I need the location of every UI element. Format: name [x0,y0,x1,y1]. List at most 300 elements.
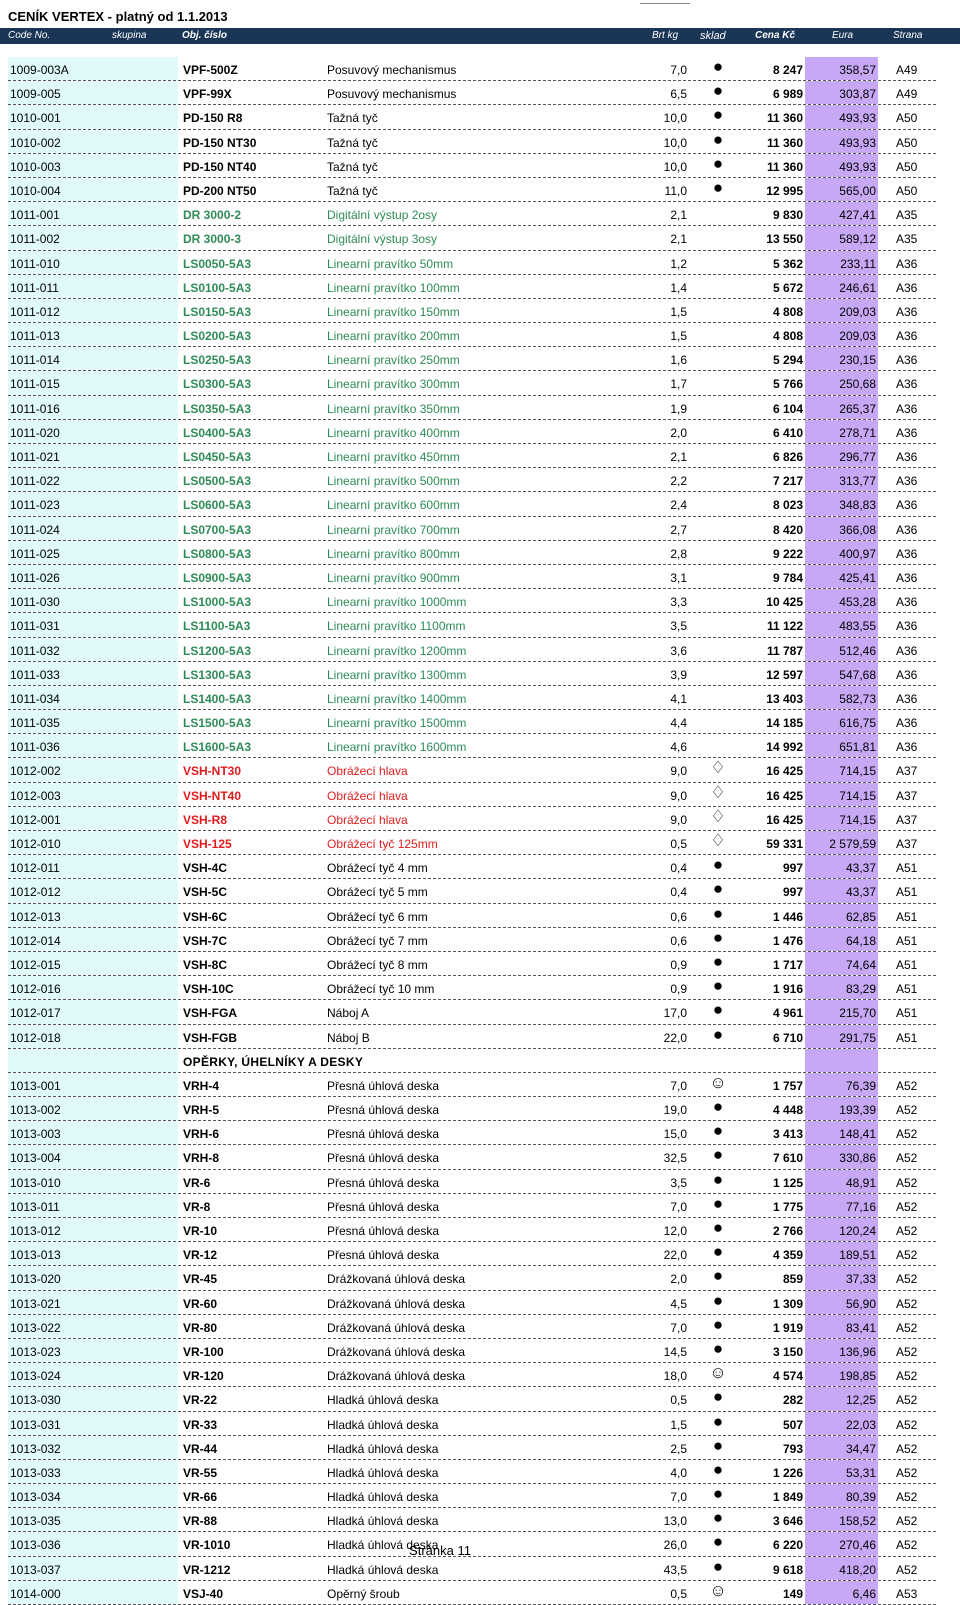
description-cell: Hladká úhlová deska [327,1441,439,1456]
price-czk-cell: 1 916 [772,982,803,997]
weight-cell: 2,1 [670,450,687,464]
code-cell: 1012-017 [10,1006,61,1021]
obj-number-cell: VRH-4 [183,1078,220,1093]
description-cell: Tažná tyč [327,159,378,174]
price-eur-cell: 400,97 [839,546,876,561]
weight-cell: 9,0 [670,764,687,779]
weight-cell: 1,5 [670,1417,687,1432]
obj-number-cell: LS0800-5A3 [183,546,252,561]
stock-dot-icon: ● [712,879,724,899]
weight-cell: 3,6 [670,643,687,658]
code-cell: 1011-035 [10,716,60,731]
code-cell: 1011-031 [10,619,60,634]
price-eur-cell: 714,15 [839,788,876,803]
col-header-stock: sklad [700,30,726,42]
code-cell: 1012-001 [10,812,61,827]
code-cell: 1012-014 [10,933,61,948]
table-row [8,1121,936,1145]
obj-number-cell: VR-1212 [183,1562,231,1577]
description-cell: Opěrný šroub [327,1586,400,1601]
code-cell: 1013-020 [10,1272,61,1287]
description-cell: Linearní pravítko 150mm [327,304,460,319]
table-row [8,396,936,420]
obj-number-cell: PD-150 NT40 [183,159,257,174]
price-czk-cell: 3 646 [772,1514,803,1529]
catalog-page-cell: A36 [896,280,918,295]
table-row [8,1194,936,1218]
code-cell: 1009-003A [10,63,69,77]
catalog-page-cell: A52 [896,1320,918,1335]
description-cell: Hladká úhlová deska [327,1538,439,1553]
weight-cell: 3,1 [670,570,687,585]
obj-number-cell: VSH-R8 [183,812,228,827]
stock-dot-icon: ● [712,1435,724,1455]
price-czk-cell: 6 989 [772,87,803,102]
stock-dot-icon: ● [712,1145,724,1165]
obj-number-cell: VSH-NT40 [183,788,242,803]
stock-dot-icon: ● [712,951,724,971]
description-cell: Linearní pravítko 700mm [327,522,460,537]
weight-cell: 3,9 [670,667,687,682]
table-row [8,178,936,202]
description-cell: Posuvový mechanismus [327,63,457,77]
weight-cell: 0,5 [670,1393,687,1408]
code-cell: 1013-034 [10,1490,61,1505]
price-eur-cell: 250,68 [839,377,876,392]
col-header-group: skupina [112,30,147,41]
code-cell: 1012-010 [10,837,61,851]
description-cell: Linearní pravítko 450mm [327,450,460,464]
catalog-page-cell: A36 [896,377,918,392]
price-eur-cell: 313,77 [839,474,876,489]
price-eur-cell: 547,68 [839,667,876,682]
obj-number-cell: LS1100-5A3 [183,619,251,634]
obj-number-cell: LS1300-5A3 [183,667,252,682]
description-cell: Obrážecí hlava [327,764,408,779]
page-title: CENÍK VERTEX - platný od 1.1.2013 [8,9,228,24]
description-cell: Linearní pravítko 1500mm [327,716,467,731]
price-eur-cell: 330,86 [839,1151,876,1166]
catalog-page-cell: A36 [896,595,918,610]
table-row [8,154,936,178]
table-row [8,855,936,879]
price-eur-cell: 64,18 [845,933,876,948]
obj-number-cell: VR-1010 [183,1538,231,1553]
description-cell: Náboj B [327,1030,370,1045]
price-czk-cell: 6 710 [772,1030,803,1045]
obj-number-cell: VR-6 [183,1175,211,1190]
code-cell: 1013-022 [10,1320,61,1335]
weight-cell: 4,6 [670,740,687,755]
table-row [8,1315,936,1339]
code-cell: 1011-020 [10,425,60,440]
obj-number-cell: LS1500-5A3 [183,716,252,731]
catalog-page-cell: A36 [896,619,918,634]
obj-number-cell: VR-120 [183,1369,224,1384]
weight-cell: 3,5 [670,1175,687,1190]
price-eur-cell: 233,11 [840,256,876,271]
obj-number-cell: LS0100-5A3 [183,280,252,295]
price-eur-cell: 714,15 [839,764,876,779]
obj-number-cell: LS0500-5A3 [183,474,252,489]
table-row [8,468,936,492]
catalog-page-cell: A52 [896,1199,918,1214]
catalog-page-cell: A52 [896,1151,918,1166]
description-cell: Obrážecí tyč 125mm [327,837,438,851]
code-cell: 1013-013 [10,1248,61,1263]
table-row [8,662,936,686]
weight-cell: 14,5 [663,1344,687,1359]
table-row [8,202,936,226]
table-row [8,57,936,81]
weight-cell: 18,0 [663,1369,687,1384]
price-eur-cell: 348,83 [839,498,876,513]
catalog-page-cell: A51 [896,933,918,948]
table-row [8,638,936,662]
weight-cell: 2,0 [670,1272,687,1287]
table-row [8,1291,936,1315]
stock-dot-icon: ● [712,81,724,101]
col-header-code: Code No. [8,30,51,41]
description-cell: Přesná úhlová deska [327,1199,440,1214]
weight-cell: 22,0 [663,1030,687,1045]
price-czk-cell: 8 023 [772,498,803,513]
catalog-page-cell: A52 [896,1562,918,1577]
catalog-page-cell: A52 [896,1078,918,1093]
table-row [8,1581,936,1605]
catalog-page-cell: A51 [896,1030,918,1045]
stock-dot-icon: ● [712,1290,724,1310]
description-cell: Přesná úhlová deska [327,1224,440,1238]
table-row [8,1145,936,1169]
price-czk-cell: 9 784 [772,570,803,585]
price-czk-cell: 1 717 [772,957,803,972]
price-czk-cell: 4 808 [772,304,803,319]
code-cell: 1011-030 [10,595,60,610]
weight-cell: 2,1 [670,232,687,247]
price-czk-cell: 1 919 [772,1320,803,1335]
description-cell: Obrážecí tyč 6 mm [327,909,428,924]
price-czk-cell: 16 425 [766,764,803,779]
weight-cell: 2,4 [670,498,687,513]
obj-number-cell: VSH-125 [183,837,232,851]
table-row [8,1460,936,1484]
weight-cell: 0,5 [670,1586,687,1601]
weight-cell: 3,3 [670,595,687,610]
price-eur-cell: 209,03 [839,304,876,319]
stock-dot-icon: ● [712,1193,724,1213]
obj-number-cell: VR-55 [183,1465,218,1480]
weight-cell: 4,5 [670,1296,687,1311]
weight-cell: 1,9 [670,401,687,416]
code-cell: 1013-033 [10,1465,61,1480]
weight-cell: 7,0 [670,63,687,77]
description-cell: Posuvový mechanismus [327,87,457,102]
obj-number-cell: OPĚRKY, ÚHELNÍKY A DESKY [183,1054,364,1069]
code-cell: 1011-016 [10,401,60,416]
code-cell: 1010-004 [10,183,61,198]
catalog-page-cell: A51 [896,1006,918,1021]
price-eur-cell: 246,61 [839,280,876,295]
code-cell: 1012-018 [10,1030,61,1045]
table-row [8,1242,936,1266]
price-czk-cell: 1 849 [772,1490,803,1505]
weight-cell: 13,0 [663,1514,687,1529]
price-eur-cell: 2 579,59 [829,837,876,851]
table-row [8,251,936,275]
price-czk-cell: 16 425 [766,788,803,803]
weight-cell: 11,0 [664,183,687,198]
price-eur-cell: 34,47 [845,1441,876,1456]
price-czk-cell: 5 672 [772,280,803,295]
code-cell: 1013-003 [10,1127,61,1142]
description-cell: Linearní pravítko 350mm [327,401,460,416]
obj-number-cell: VSH-FGB [183,1030,237,1045]
price-eur-cell: 483,55 [839,619,876,634]
code-cell: 1013-012 [10,1224,61,1238]
stock-diamond-icon: ♢ [710,806,726,826]
price-eur-cell: 512,46 [839,643,876,658]
code-cell: 1010-003 [10,159,61,174]
obj-number-cell: PD-150 R8 [183,111,243,126]
obj-number-cell: LS0450-5A3 [183,450,252,464]
price-eur-cell: 291,75 [839,1030,876,1045]
price-czk-cell: 1 226 [772,1465,803,1480]
stock-dot-icon: ● [712,1314,724,1334]
table-row [8,1412,936,1436]
obj-number-cell: VR-100 [183,1344,224,1359]
price-czk-cell: 13 550 [766,232,803,247]
description-cell: Digitální výstup 3osy [327,232,438,247]
price-czk-cell: 1 446 [772,909,803,924]
catalog-page-cell: A52 [896,1296,918,1311]
weight-cell: 0,9 [670,982,687,997]
price-czk-cell: 9 222 [772,546,803,561]
catalog-page-cell: A51 [896,957,918,972]
catalog-page-cell: A50 [896,183,918,198]
price-czk-cell: 12 597 [766,667,803,682]
obj-number-cell: VRH-8 [183,1151,220,1166]
table-row [8,783,936,807]
code-cell: 1011-014 [10,353,60,368]
code-cell: 1010-001 [10,111,61,126]
weight-cell: 1,2 [670,256,687,271]
obj-number-cell: VSH-5C [183,885,228,900]
table-row [8,299,936,323]
price-czk-cell: 793 [782,1441,803,1456]
catalog-page-cell: A51 [896,982,918,997]
obj-number-cell: VR-8 [183,1199,211,1214]
table-row [8,928,936,952]
catalog-page-cell: A49 [896,63,918,77]
col-header-price-eur: Eura [832,30,854,41]
obj-number-cell: VR-12 [183,1248,218,1263]
table-row [8,1073,936,1097]
description-cell: Přesná úhlová deska [327,1175,440,1190]
weight-cell: 1,4 [670,280,687,295]
price-czk-cell: 16 425 [766,812,803,827]
description-cell: Linearní pravítko 200mm [327,329,460,344]
obj-number-cell: VR-80 [183,1320,218,1335]
table-row [8,444,936,468]
price-eur-cell: 493,93 [839,135,876,150]
price-czk-cell: 2 766 [772,1224,803,1238]
table-row [8,1508,936,1532]
obj-number-cell: VSJ-40 [183,1586,224,1601]
table-row [8,734,936,758]
price-eur-cell: 77,16 [845,1199,876,1214]
price-eur-cell: 22,03 [845,1417,876,1432]
description-cell: Drážkovaná úhlová deska [327,1272,466,1287]
table-row [8,347,936,371]
code-cell: 1011-036 [10,740,60,755]
obj-number-cell: VPF-99X [183,87,232,102]
obj-number-cell: VR-44 [183,1441,218,1456]
code-cell: 1013-031 [10,1417,61,1432]
price-czk-cell: 11 360 [766,135,803,150]
description-cell: Linearní pravítko 250mm [327,353,460,368]
price-czk-cell: 997 [782,861,803,876]
table-row [8,517,936,541]
weight-cell: 9,0 [670,812,687,827]
obj-number-cell: LS0900-5A3 [183,570,252,585]
price-czk-cell: 8 420 [772,522,803,537]
table-row [8,831,936,855]
obj-number-cell: VSH-6C [183,909,228,924]
obj-number-cell: VSH-NT30 [183,764,242,779]
price-eur-cell: 53,31 [845,1465,876,1480]
description-cell: Přesná úhlová deska [327,1103,440,1118]
weight-cell: 2,5 [670,1441,687,1456]
table-row [8,904,936,928]
description-cell: Přesná úhlová deska [327,1151,440,1166]
stock-dot-icon: ● [712,976,724,996]
weight-cell: 22,0 [663,1248,687,1263]
code-cell: 1013-037 [10,1562,61,1577]
catalog-page-cell: A36 [896,256,918,271]
obj-number-cell: DR 3000-3 [183,232,242,247]
price-czk-cell: 11 122 [766,619,803,634]
obj-number-cell: DR 3000-2 [183,208,242,223]
description-cell: Obrážecí tyč 5 mm [327,885,428,900]
code-cell: 1013-004 [10,1151,61,1166]
weight-cell: 7,0 [670,1078,687,1093]
price-eur-cell: 74,64 [845,957,876,972]
catalog-page-cell: A52 [896,1272,918,1287]
code-cell: 1013-023 [10,1344,61,1359]
price-eur-cell: 714,15 [839,812,876,827]
price-eur-cell: 303,87 [839,87,876,102]
price-czk-cell: 507 [782,1417,803,1432]
description-cell: Linearní pravítko 1300mm [327,667,467,682]
table-row [8,976,936,1000]
obj-number-cell: LS0150-5A3 [183,304,252,319]
price-czk-cell: 4 961 [772,1006,803,1021]
catalog-page-cell: A36 [896,353,918,368]
stock-diamond-icon: ♢ [710,782,726,802]
obj-number-cell: LS0700-5A3 [183,522,252,537]
code-cell: 1011-001 [10,208,60,223]
code-cell: 1011-011 [10,280,59,295]
stock-dot-icon: ● [712,1387,724,1407]
weight-cell: 7,0 [670,1199,687,1214]
stock-dot-icon: ● [712,105,724,125]
weight-cell: 9,0 [670,788,687,803]
weight-cell: 2,0 [670,425,687,440]
table-row [8,1436,936,1460]
price-eur-cell: 158,52 [839,1514,876,1529]
weight-cell: 4,4 [670,716,687,731]
price-eur-cell: 80,39 [845,1490,876,1505]
code-cell: 1013-030 [10,1393,61,1408]
price-table [8,57,936,1605]
price-czk-cell: 6 826 [772,450,803,464]
price-eur-cell: 37,33 [845,1272,876,1287]
price-eur-cell: 358,57 [839,63,876,77]
price-eur-cell: 83,29 [845,982,876,997]
catalog-page-cell: A53 [896,1586,918,1601]
description-cell: Hladká úhlová deska [327,1490,439,1505]
price-eur-cell: 366,08 [839,522,876,537]
price-czk-cell: 11 787 [766,643,803,658]
obj-number-cell: VRH-5 [183,1103,220,1118]
obj-number-cell: LS0600-5A3 [183,498,252,513]
description-cell: Linearní pravítko 1100mm [327,619,466,634]
col-header-price-czk: Cena Kč [755,30,796,41]
description-cell: Tažná tyč [327,183,378,198]
obj-number-cell: VSH-8C [183,957,228,972]
section-header-row [8,1049,936,1073]
stock-dot-icon: ● [712,927,724,947]
catalog-page-cell: A37 [896,788,918,803]
obj-number-cell: VR-10 [183,1224,218,1238]
weight-cell: 1,5 [670,304,687,319]
table-row [8,323,936,347]
table-row [8,1387,936,1411]
catalog-page-cell: A52 [896,1538,918,1553]
obj-number-cell: LS0300-5A3 [183,377,252,392]
price-czk-cell: 6 104 [772,401,803,416]
catalog-page-cell: A36 [896,329,918,344]
catalog-page-cell: A50 [896,111,918,126]
code-cell: 1011-013 [10,329,60,344]
catalog-page-cell: A52 [896,1248,918,1263]
code-cell: 1012-012 [10,885,61,900]
weight-cell: 0,9 [670,957,687,972]
price-eur-cell: 62,85 [845,909,876,924]
stock-dot-icon: ● [712,1169,724,1189]
price-eur-cell: 148,41 [839,1127,876,1142]
price-czk-cell: 12 995 [766,183,803,198]
price-czk-cell: 11 360 [766,111,803,126]
price-eur-cell: 198,85 [839,1369,876,1384]
price-eur-cell: 427,41 [839,208,876,223]
weight-cell: 7,0 [670,1490,687,1505]
code-cell: 1012-002 [10,764,61,779]
catalog-page-cell: A52 [896,1465,918,1480]
catalog-page-cell: A51 [896,909,918,924]
code-cell: 1013-035 [10,1514,61,1529]
price-czk-cell: 14 992 [766,740,803,755]
description-cell: Obrážecí hlava [327,812,408,827]
price-eur-cell: 651,81 [839,740,876,755]
description-cell: Linearní pravítko 1400mm [327,691,467,706]
code-cell: 1014-000 [10,1586,61,1601]
stock-dot-icon: ● [712,1338,724,1358]
catalog-page-cell: A35 [896,208,918,223]
price-eur-cell: 193,39 [839,1103,876,1118]
price-czk-cell: 1 309 [772,1296,803,1311]
